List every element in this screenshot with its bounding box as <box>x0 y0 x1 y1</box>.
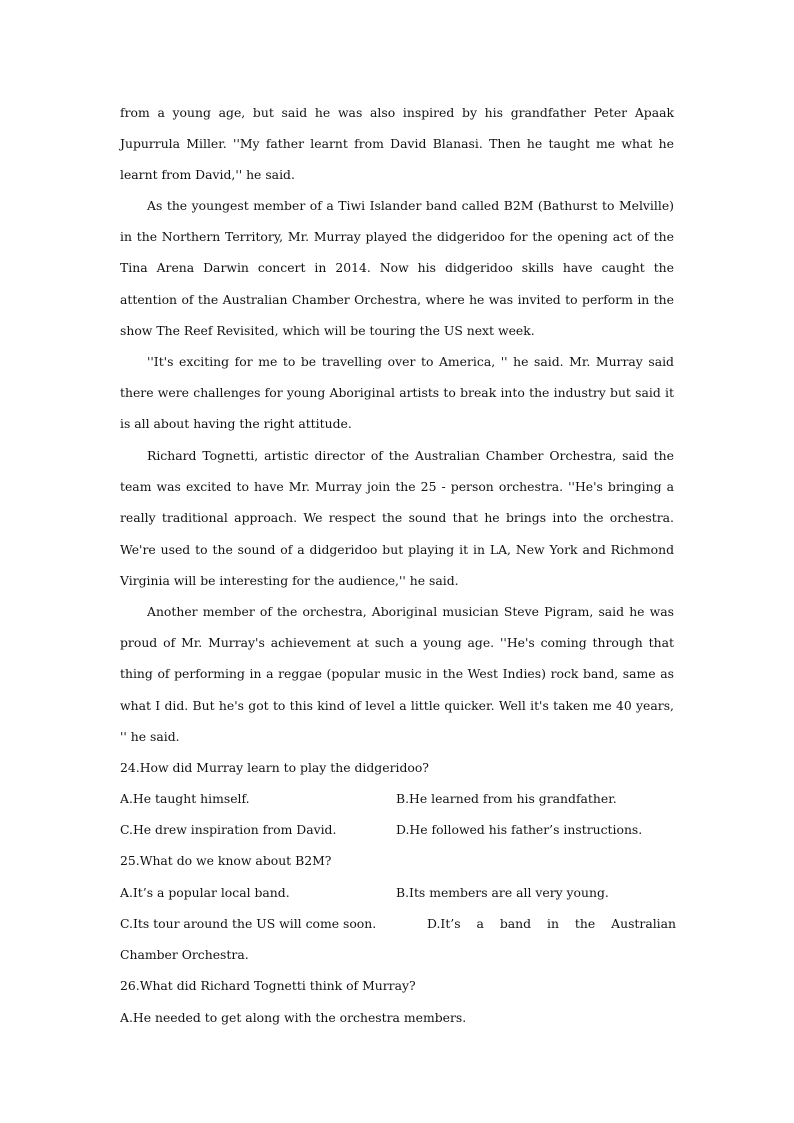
passage-paragraph-3: ''It's exciting for me to be travelling over to America, '' he said. Mr. Murray said there were challenges for young Aboriginal artists to break into the industry but said it is all about having the right attitude. <box>120 354 674 432</box>
question-24-options-row-2 <box>120 814 680 845</box>
question-24-option-d[interactable]: D.He followed his father’s instructions. <box>396 822 643 837</box>
question-25-option-a[interactable]: A.It’s a popular local band. <box>120 885 290 900</box>
passage-paragraph-4: Richard Tognetti, artistic director of the Australian Chamber Orchestra, said the team was excited to have Mr. Murray join the 25 - person orchestra. ''He's bringing a really traditional approach. We respect the sound that he brings into the orchestra. We're used to the sound of a didgeridoo but playing it in LA, New York and Richmond Virginia will be interesting for the audience,'' he said. <box>120 448 674 588</box>
question-25-stem: 25.What do we know about B2M? <box>120 853 332 868</box>
question-25-option-c[interactable]: C.Its tour around the US will come soon. <box>120 916 377 931</box>
question-26-stem: 26.What did Richard Tognetti think of Murray? <box>120 978 416 993</box>
question-25-option-b[interactable]: B.Its members are all very young. <box>396 885 609 900</box>
question-26-option-a[interactable]: A.He needed to get along with the orchestra members. <box>120 1010 467 1025</box>
question-25-option-d[interactable]: D.It’s a band in the Australian <box>427 916 677 931</box>
question-24-option-a[interactable]: A.He taught himself. <box>120 791 250 806</box>
question-25-option-d-continued: Chamber Orchestra. <box>120 947 249 962</box>
question-24-options-row-1 <box>120 783 680 814</box>
passage-paragraph-1: from a young age, but said he was also inspired by his grandfather Peter Apaak Jupurrula Miller. ''My father learnt from David Blanasi. Then he taught me what he learnt from David,'' he said. <box>120 105 674 183</box>
question-24-option-c[interactable]: C.He drew inspiration from David. <box>120 822 337 837</box>
question-25-options-row-1 <box>120 877 680 908</box>
question-24-option-b[interactable]: B.He learned from his grandfather. <box>396 791 617 806</box>
question-25-options-row-2 <box>120 908 680 939</box>
passage-paragraph-2: As the youngest member of a Tiwi Islander band called B2M (Bathurst to Melville) in the Northern Territory, Mr. Murray played the didgeridoo for the opening act of the Tina Arena Darwin concert in 2014. Now his didgeridoo skills have caught the attention of the Australian Chamber Orchestra, where he was invited to perform in the show The Reef Revisited, which will be touring the US next week. <box>120 198 674 338</box>
passage-paragraph-5: Another member of the orchestra, Aboriginal musician Steve Pigram, said he was proud of Mr. Murray's achievement at such a young age. ''He's coming through that thing of performing in a reggae (popular music in the West Indies) rock band, same as what I did. But he's got to this kind of level a little quicker. Well it's taken me 40 years, '' he said. <box>120 604 674 744</box>
question-24-stem: 24.How did Murray learn to play the didgeridoo? <box>120 760 429 775</box>
